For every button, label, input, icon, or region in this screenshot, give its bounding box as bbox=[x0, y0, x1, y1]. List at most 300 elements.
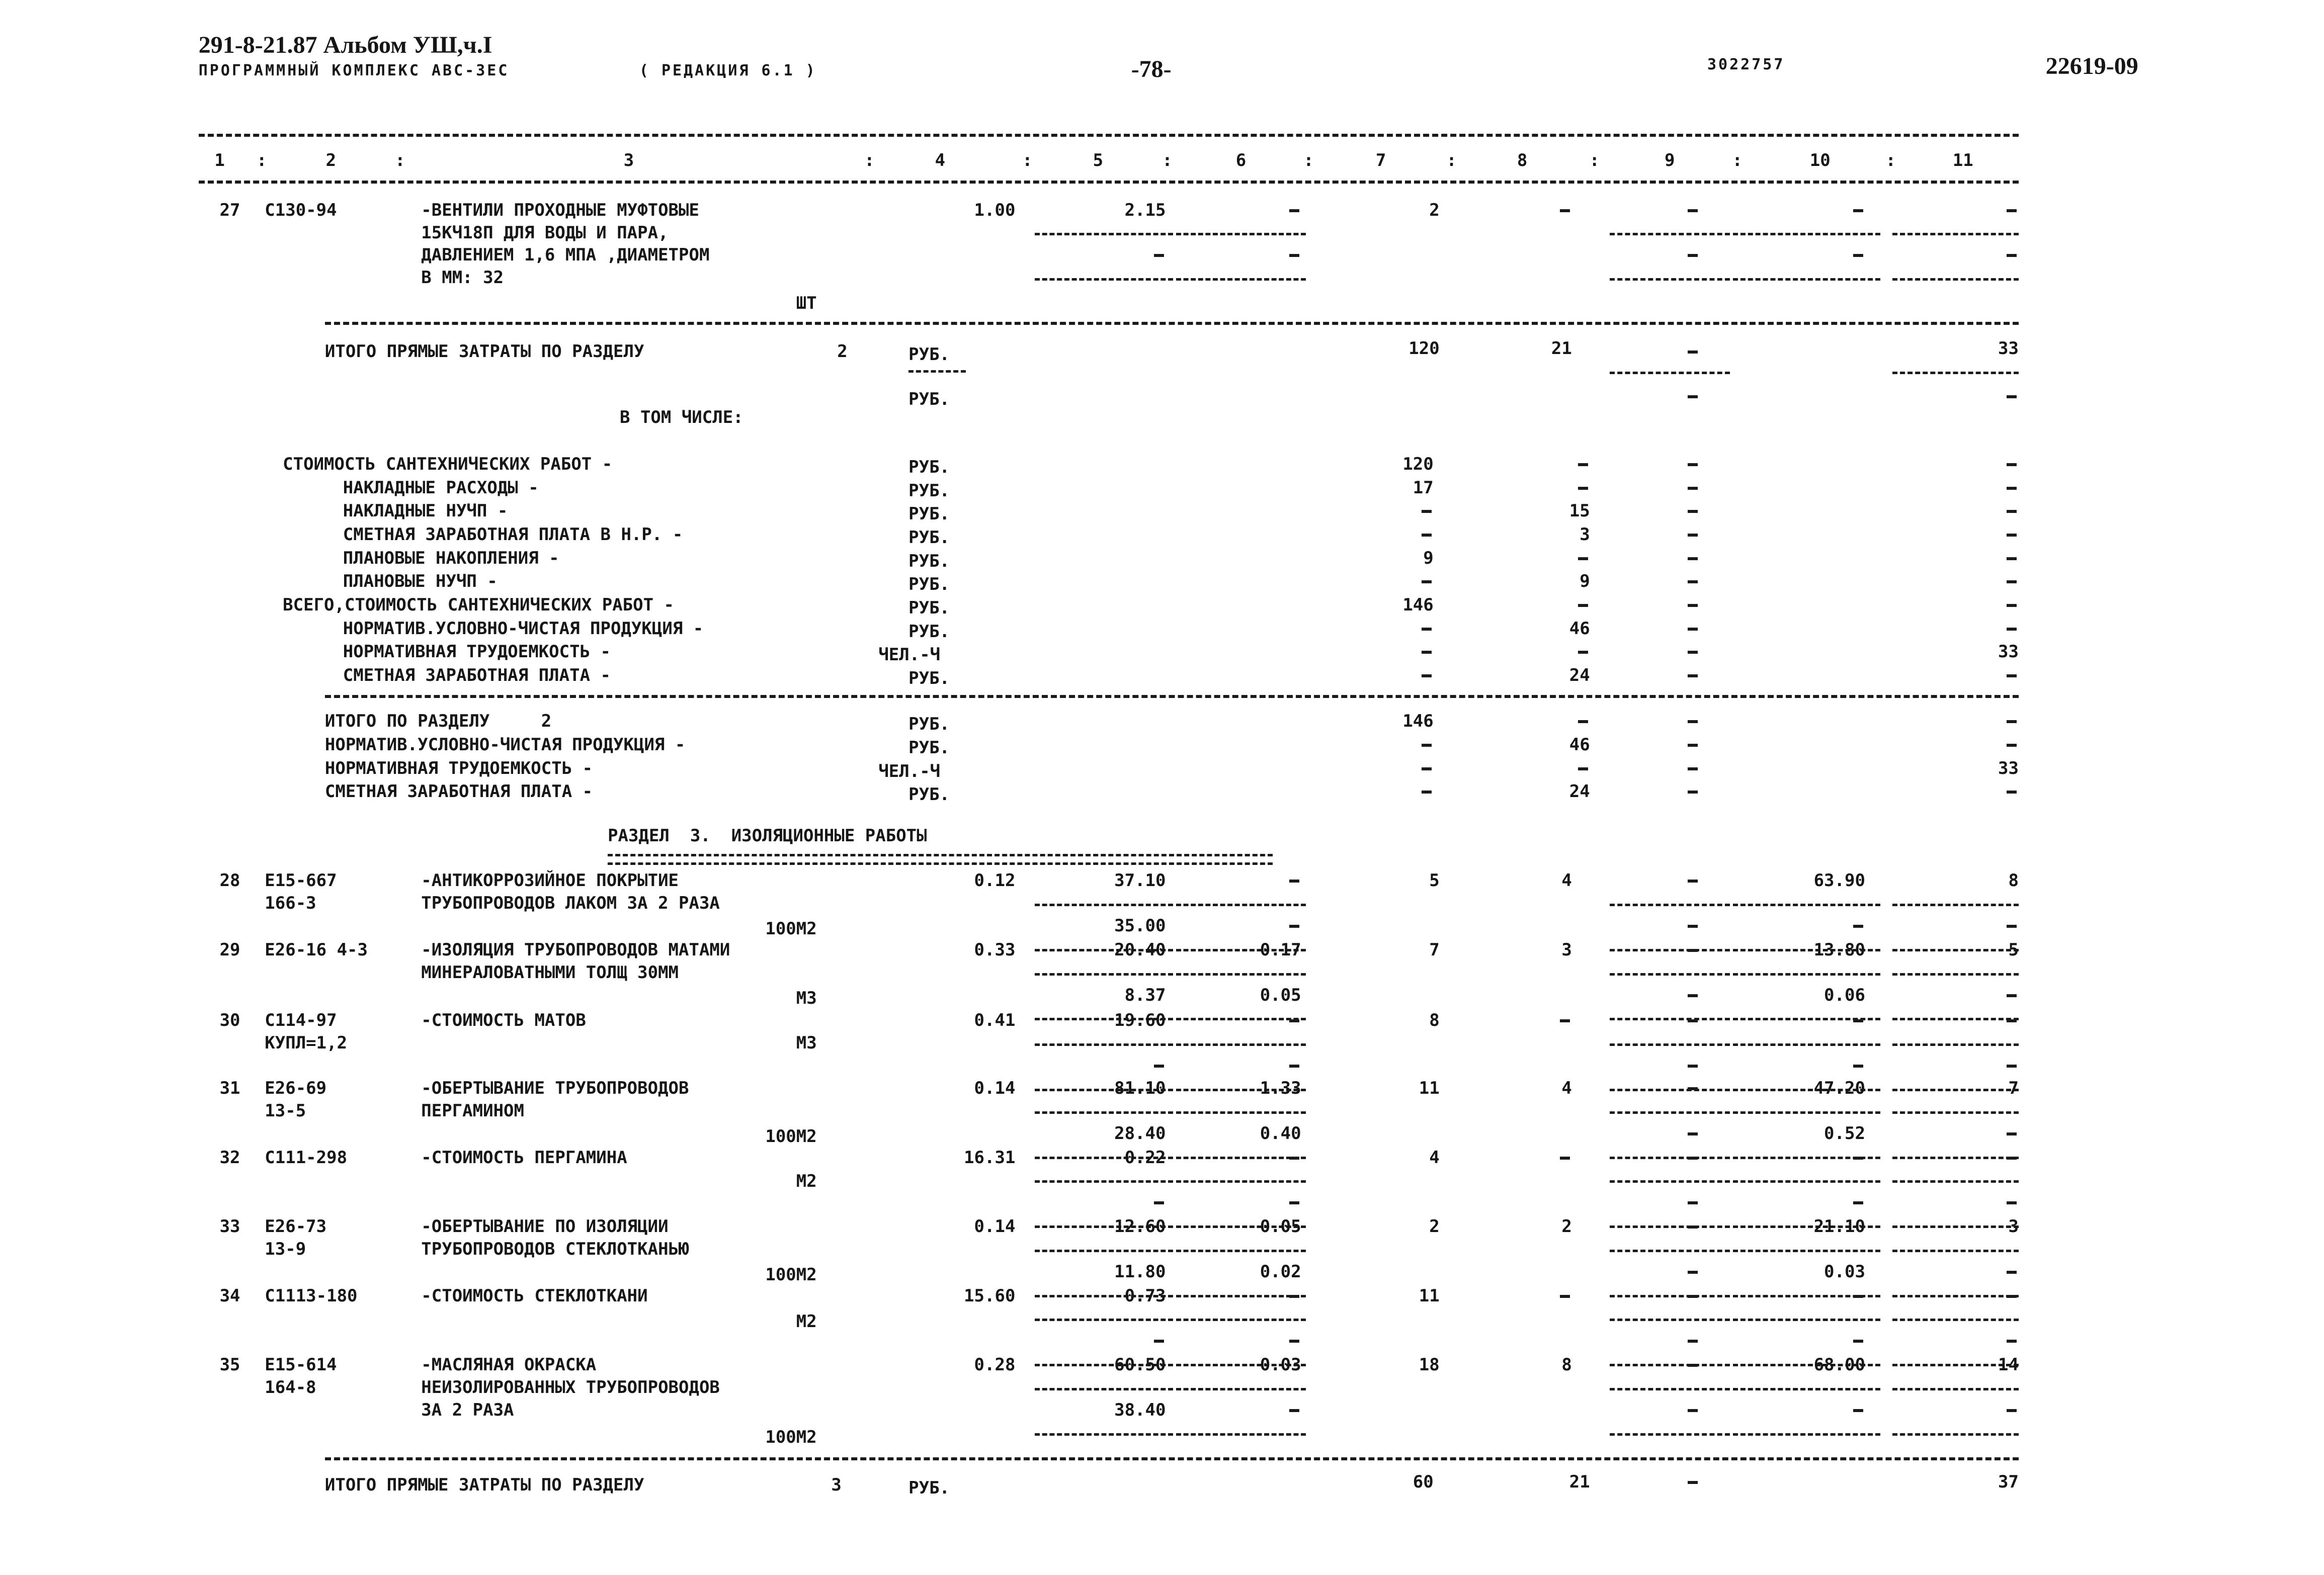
item-34-machine-total-dash bbox=[1688, 1295, 1698, 1298]
column-separator: : bbox=[1303, 150, 1314, 171]
item-29-subline-c11 bbox=[1892, 973, 2019, 976]
item-27-description: 15КЧ18П ДЛЯ ВОДЫ И ПАРА, bbox=[421, 222, 669, 243]
breakdown-cost: 17 bbox=[1413, 477, 1434, 498]
section-total-label: НОРМАТИВ.УСЛОВНО-ЧИСТАЯ ПРОДУКЦИЯ - bbox=[324, 735, 686, 755]
column-separator: : bbox=[1885, 150, 1896, 171]
item-33-subline-c6 bbox=[1176, 1250, 1305, 1252]
section2-total-labor: 33 bbox=[1998, 338, 2019, 359]
breakdown-label: НОРМАТИВ.УСЛОВНО-ЧИСТАЯ ПРОДУКЦИЯ - bbox=[343, 618, 704, 639]
breakdown-unit: РУБ. bbox=[908, 504, 950, 524]
item-32-wage-rate-dash bbox=[1154, 1201, 1164, 1204]
item-28-operator-total-dash bbox=[1688, 925, 1698, 928]
breakdown-wage: 3 bbox=[1580, 524, 1590, 545]
item-28-code: Е15-667 bbox=[265, 870, 337, 891]
item-28-subline-c11 bbox=[1892, 904, 2019, 906]
section3-total-unit: РУБ. bbox=[908, 1478, 950, 1499]
item-29-quantity: 0.33 bbox=[974, 939, 1016, 960]
item-35-unit-cost: 60.50 bbox=[1114, 1355, 1166, 1375]
item-32-wage-total-dash bbox=[1560, 1157, 1570, 1160]
item-32-labor-operator-dash bbox=[1853, 1201, 1863, 1204]
section-total-wage: 46 bbox=[1569, 735, 1590, 755]
section-total-unit: РУБ. bbox=[908, 714, 950, 735]
breakdown-wage: 24 bbox=[1569, 665, 1590, 685]
item-32-unit: М2 bbox=[796, 1171, 817, 1192]
breakdown-labor-dash bbox=[2007, 628, 2017, 631]
item-27-bottomline-c11 bbox=[1892, 278, 2019, 281]
column-separator: : bbox=[1589, 150, 1600, 171]
item-32-labor-operator-total-dash bbox=[2007, 1201, 2017, 1204]
breakdown-label: НАКЛАДНЫЕ РАСХОДЫ - bbox=[343, 477, 539, 498]
breakdown-wage: 46 bbox=[1569, 618, 1590, 639]
item-32-subline-c11 bbox=[1892, 1180, 2019, 1183]
section2-total-unit: РУБ. bbox=[908, 344, 950, 365]
item-27-wage-total-dash bbox=[1560, 209, 1570, 212]
item-31-subline-c11 bbox=[1892, 1111, 2019, 1114]
section3-title-underline bbox=[608, 854, 1273, 865]
item-27-unit: ШТ bbox=[796, 293, 817, 314]
item-28-labor-operator-dash bbox=[1853, 925, 1863, 928]
breakdown-machine-dash bbox=[1688, 674, 1698, 677]
item-28-unit-cost: 37.10 bbox=[1114, 870, 1166, 891]
item-35-labor-operator-dash bbox=[1853, 1409, 1863, 1412]
item-27-code: С130-94 bbox=[265, 200, 337, 220]
breakdown-end-rule bbox=[325, 695, 2019, 698]
item-28-subline-c9 bbox=[1610, 904, 1730, 906]
item-34-operator-total-dash bbox=[1688, 1340, 1698, 1343]
column-number-1: 1 bbox=[214, 150, 225, 171]
breakdown-label: ПЛАНОВЫЕ НАКОПЛЕНИЯ - bbox=[343, 548, 559, 568]
item-29-unit: М3 bbox=[796, 988, 817, 1008]
header-bottom-rule bbox=[199, 181, 2019, 184]
item-33-quantity: 0.14 bbox=[974, 1216, 1016, 1237]
item-33-code: 13-9 bbox=[265, 1239, 306, 1259]
section2-total-machine-2-dash bbox=[1688, 395, 1698, 398]
section-total-label: СМЕТНАЯ ЗАРАБОТНАЯ ПЛАТА - bbox=[324, 781, 593, 802]
item-30-subline-c5 bbox=[1035, 1043, 1173, 1046]
item-27-bottomline-c5 bbox=[1035, 278, 1173, 281]
item-28-subline-c5 bbox=[1035, 904, 1173, 906]
item-35-number: 35 bbox=[219, 1355, 240, 1375]
item-35-description: ЗА 2 РАЗА bbox=[421, 1399, 514, 1420]
item-29-labor-total: 5 bbox=[2008, 939, 2019, 960]
item-32-labor-total-dash bbox=[2007, 1157, 2017, 1160]
item-35-subline-c6 bbox=[1176, 1388, 1305, 1390]
breakdown-unit: РУБ. bbox=[908, 668, 950, 688]
item-31-wage-total: 4 bbox=[1561, 1078, 1572, 1099]
item-27-machine-total-dash bbox=[1688, 209, 1698, 212]
item-28-wage-total: 4 bbox=[1561, 870, 1572, 891]
column-number-10: 10 bbox=[1809, 150, 1831, 171]
item-34-wage-rate-dash bbox=[1154, 1340, 1164, 1343]
breakdown-cost: 9 bbox=[1423, 548, 1434, 568]
item-32-description: -СТОИМОСТЬ ПЕРГАМИНА bbox=[421, 1147, 627, 1168]
item-29-labor-operator: 0.06 bbox=[1824, 985, 1865, 1005]
item-31-wage-rate: 28.40 bbox=[1114, 1123, 1166, 1144]
item-33-machine-cost: 0.05 bbox=[1260, 1216, 1301, 1237]
item-33-bottomline-c9 bbox=[1610, 1295, 1730, 1297]
item-35-code: 164-8 bbox=[265, 1377, 316, 1398]
item-32-operator-total-dash bbox=[1688, 1201, 1698, 1204]
breakdown-label: СТОИМОСТЬ САНТЕХНИЧЕСКИХ РАБОТ - bbox=[283, 454, 613, 475]
item-33-code: Е26-73 bbox=[265, 1216, 327, 1237]
item-29-operator-wage: 0.05 bbox=[1260, 985, 1301, 1005]
item-30-labor-total-dash bbox=[2007, 1019, 2017, 1022]
item-30-unit: М3 bbox=[796, 1033, 817, 1054]
breakdown-labor-dash bbox=[2007, 674, 2017, 677]
column-separator: : bbox=[257, 150, 267, 171]
section-total-wage-dash bbox=[1578, 767, 1588, 770]
item-34-quantity: 15.60 bbox=[964, 1285, 1016, 1306]
item-28-wage-rate: 35.00 bbox=[1114, 916, 1166, 936]
breakdown-unit: РУБ. bbox=[908, 597, 950, 618]
section-total-label: ИТОГО ПО РАЗДЕЛУ 2 bbox=[324, 711, 552, 732]
item-35-code: Е15-614 bbox=[265, 1355, 337, 1375]
item-28-labor-total: 8 bbox=[2008, 870, 2019, 891]
item-29-machine-cost: 0.17 bbox=[1260, 939, 1301, 960]
item-27-subline-c5 bbox=[1035, 233, 1173, 235]
item-29-labor-rate: 13.80 bbox=[1813, 939, 1865, 960]
item-29-description: МИНЕРАЛОВАТНЫМИ ТОЛЩ 30ММ bbox=[421, 962, 679, 983]
program-name: ПРОГРАММНЫЙ КОМПЛЕКС АВС-3ЕС bbox=[198, 61, 510, 79]
section2-total-machine-dash bbox=[1688, 351, 1698, 354]
breakdown-label: НОРМАТИВНАЯ ТРУДОЕМКОСТЬ - bbox=[343, 642, 611, 662]
item-35-total-cost: 18 bbox=[1419, 1355, 1440, 1375]
section3-rule bbox=[325, 1457, 2019, 1460]
column-separator: : bbox=[1022, 150, 1033, 171]
item-27-subline-c10 bbox=[1733, 233, 1880, 235]
item-27-operator-wage-dash bbox=[1289, 254, 1299, 257]
item-33-unit-cost: 12.60 bbox=[1114, 1216, 1166, 1237]
item-34-wage-total-dash bbox=[1560, 1295, 1570, 1298]
item-31-code: 13-5 bbox=[265, 1100, 306, 1121]
column-number-7: 7 bbox=[1375, 150, 1386, 171]
item-34-labor-rate-dash bbox=[1853, 1295, 1863, 1298]
top-rule bbox=[199, 134, 2019, 137]
section3-title: РАЗДЕЛ 3. ИЗОЛЯЦИОННЫЕ РАБОТЫ bbox=[608, 825, 927, 846]
item-30-quantity: 0.41 bbox=[974, 1010, 1016, 1031]
item-30-subline-c11 bbox=[1892, 1043, 2019, 1046]
item-27-wage-rate-dash bbox=[1154, 254, 1164, 257]
item-31-bottomline-c11 bbox=[1892, 1157, 2019, 1159]
item-30-labor-rate-dash bbox=[1853, 1019, 1863, 1022]
item-27-bottomline-c6 bbox=[1176, 278, 1305, 281]
item-31-unit-cost: 81.10 bbox=[1114, 1078, 1166, 1099]
item-35-subline-c9 bbox=[1610, 1388, 1730, 1390]
item-31-operator-wage: 0.40 bbox=[1260, 1123, 1301, 1144]
item-31-unit: 100М2 bbox=[765, 1126, 817, 1147]
item-33-labor-operator-total-dash bbox=[2007, 1271, 2017, 1274]
breakdown-labor-dash bbox=[2007, 557, 2017, 560]
item-32-subline-c5 bbox=[1035, 1180, 1173, 1183]
breakdown-machine-dash bbox=[1688, 534, 1698, 537]
item-33-subline-c5 bbox=[1035, 1250, 1173, 1252]
item-35-quantity: 0.28 bbox=[974, 1355, 1016, 1375]
item-34-subline-c5 bbox=[1035, 1319, 1173, 1321]
item-31-labor-rate: 47.20 bbox=[1813, 1078, 1865, 1099]
item-31-labor-operator: 0.52 bbox=[1824, 1123, 1865, 1144]
item-30-code: КУПЛ=1,2 bbox=[265, 1033, 348, 1054]
item-33-wage-total: 2 bbox=[1561, 1216, 1572, 1237]
section-total-labor: 33 bbox=[1998, 758, 2019, 778]
item-30-number: 30 bbox=[219, 1010, 240, 1031]
breakdown-wage-dash bbox=[1578, 487, 1588, 490]
item-35-operator-wage-dash bbox=[1289, 1409, 1299, 1412]
item-33-number: 33 bbox=[219, 1216, 240, 1237]
breakdown-machine-dash bbox=[1688, 510, 1698, 513]
breakdown-machine-dash bbox=[1688, 557, 1698, 560]
item-28-total-cost: 5 bbox=[1429, 870, 1440, 891]
item-34-subline-c11 bbox=[1892, 1319, 2019, 1321]
item-34-labor-operator-dash bbox=[1853, 1340, 1863, 1343]
item-32-code: С111-298 bbox=[265, 1147, 348, 1168]
breakdown-machine-dash bbox=[1688, 628, 1698, 631]
item-29-subline-c6 bbox=[1176, 973, 1305, 976]
item-29-bottomline-c11 bbox=[1892, 1018, 2019, 1020]
item-35-description: НЕИЗОЛИРОВАННЫХ ТРУБОПРОВОДОВ bbox=[421, 1377, 720, 1398]
section2-seg-c11 bbox=[1892, 372, 2019, 374]
item-35-bottomline-c5 bbox=[1035, 1433, 1173, 1436]
item-33-subline-c11 bbox=[1892, 1250, 2019, 1252]
item-35-bottomline-c10 bbox=[1733, 1433, 1880, 1436]
item-35-bottomline-c11 bbox=[1892, 1433, 2019, 1436]
breakdown-wage-dash bbox=[1578, 651, 1588, 654]
item-35-machine-cost: 0.03 bbox=[1260, 1355, 1301, 1375]
item-30-subline-c10 bbox=[1733, 1043, 1880, 1046]
item-29-bottomline-c9 bbox=[1610, 1018, 1730, 1020]
section-total-unit: РУБ. bbox=[908, 784, 950, 805]
edition-label: ( РЕДАКЦИЯ 6.1 ) bbox=[639, 61, 817, 79]
section3-total-machine-dash bbox=[1688, 1481, 1698, 1484]
item-30-total-cost: 8 bbox=[1429, 1010, 1440, 1031]
item-27-total-cost: 2 bbox=[1429, 200, 1440, 220]
breakdown-machine-dash bbox=[1688, 604, 1698, 607]
item-35-labor-rate: 68.00 bbox=[1813, 1355, 1865, 1375]
item-34-labor-total-dash bbox=[2007, 1295, 2017, 1298]
breakdown-unit: РУБ. bbox=[908, 457, 950, 478]
item-31-subline-c10 bbox=[1733, 1111, 1880, 1114]
sheet-number: 22619-09 bbox=[2045, 52, 2138, 79]
column-separator: : bbox=[1732, 150, 1743, 171]
section-total-unit: РУБ. bbox=[908, 738, 950, 758]
breakdown-labor-dash bbox=[2007, 604, 2017, 607]
section-total-labor-dash bbox=[2007, 720, 2017, 723]
item-32-labor-rate-dash bbox=[1853, 1157, 1863, 1160]
item-27-description: -ВЕНТИЛИ ПРОХОДНЫЕ МУФТОВЫЕ bbox=[421, 200, 699, 220]
item-30-operator-wage-dash bbox=[1289, 1065, 1299, 1068]
item-27-labor-rate-dash bbox=[1853, 209, 1863, 212]
breakdown-machine-dash bbox=[1688, 580, 1698, 583]
section3-total-cost: 60 bbox=[1413, 1472, 1434, 1493]
item-27-bottomline-c9 bbox=[1610, 278, 1730, 281]
breakdown-labor-dash bbox=[2007, 534, 2017, 537]
item-33-labor-rate: 21.10 bbox=[1813, 1216, 1865, 1237]
section3-total-labor: 37 bbox=[1998, 1472, 2019, 1493]
item-32-subline-c10 bbox=[1733, 1180, 1880, 1183]
item-34-code: С1113-180 bbox=[265, 1285, 358, 1306]
section-total-label: НОРМАТИВНАЯ ТРУДОЕМКОСТЬ - bbox=[324, 758, 593, 778]
item-31-number: 31 bbox=[219, 1078, 240, 1099]
item-31-subline-c9 bbox=[1610, 1111, 1730, 1114]
item-33-bottomline-c11 bbox=[1892, 1295, 2019, 1297]
section-total-unit: ЧЕЛ.-Ч bbox=[878, 761, 941, 781]
section2-total-labor-2-dash bbox=[2007, 395, 2017, 398]
item-33-description: ТРУБОПРОВОДОВ СТЕКЛОТКАНЬЮ bbox=[421, 1239, 689, 1259]
item-32-subline-c9 bbox=[1610, 1180, 1730, 1183]
item-35-subline-c10 bbox=[1733, 1388, 1880, 1390]
item-33-description: -ОБЕРТЫВАНИЕ ПО ИЗОЛЯЦИИ bbox=[421, 1216, 669, 1237]
item-27-quantity: 1.00 bbox=[974, 200, 1016, 220]
item-30-code: С114-97 bbox=[265, 1010, 337, 1031]
item-29-subline-c5 bbox=[1035, 973, 1173, 976]
column-separator: : bbox=[864, 150, 875, 171]
item-27-number: 27 bbox=[219, 200, 240, 220]
item-31-labor-total: 7 bbox=[2008, 1078, 2019, 1099]
page-number: -78- bbox=[1131, 55, 1172, 82]
column-separator: : bbox=[1162, 150, 1173, 171]
item-27-description: ДАВЛЕНИЕМ 1,6 МПА ,ДИАМЕТРОМ bbox=[421, 245, 710, 266]
breakdown-machine-dash bbox=[1688, 487, 1698, 490]
item-27-unit-cost: 2.15 bbox=[1124, 200, 1166, 220]
item-27-subline-c6 bbox=[1176, 233, 1305, 235]
item-29-total-cost: 7 bbox=[1429, 939, 1440, 960]
item-35-wage-rate: 38.40 bbox=[1114, 1399, 1166, 1420]
item-30-subline-c9 bbox=[1610, 1043, 1730, 1046]
item-33-labor-operator: 0.03 bbox=[1824, 1261, 1865, 1282]
item-31-description: ПЕРГАМИНОМ bbox=[421, 1100, 524, 1121]
item-35-labor-operator-total-dash bbox=[2007, 1409, 2017, 1412]
column-number-4: 4 bbox=[935, 150, 946, 171]
section-total-labor-dash bbox=[2007, 744, 2017, 747]
breakdown-unit: РУБ. bbox=[908, 527, 950, 548]
breakdown-cost: 146 bbox=[1402, 594, 1434, 615]
item-30-wage-total-dash bbox=[1560, 1019, 1570, 1022]
item-30-unit-cost: 19.60 bbox=[1114, 1010, 1166, 1031]
item-28-labor-rate: 63.90 bbox=[1813, 870, 1865, 891]
item-29-subline-c9 bbox=[1610, 973, 1730, 976]
item-31-description: -ОБЕРТЫВАНИЕ ТРУБОПРОВОДОВ bbox=[421, 1078, 689, 1099]
item-33-unit: 100М2 bbox=[765, 1264, 817, 1285]
breakdown-labor-dash bbox=[2007, 580, 2017, 583]
column-number-2: 2 bbox=[325, 150, 337, 171]
breakdown-wage-dash bbox=[1578, 604, 1588, 607]
item-28-description: -АНТИКОРРОЗИЙНОЕ ПОКРЫТИЕ bbox=[421, 870, 679, 891]
section2-total-wage: 21 bbox=[1551, 338, 1572, 359]
item-35-bottomline-c9 bbox=[1610, 1433, 1730, 1436]
item-32-machine-total-dash bbox=[1688, 1157, 1698, 1160]
item-29-number: 29 bbox=[219, 939, 240, 960]
item-33-subline-c10 bbox=[1733, 1250, 1880, 1252]
item-31-code: Е26-69 bbox=[265, 1078, 327, 1099]
item-29-wage-rate: 8.37 bbox=[1124, 985, 1166, 1005]
item-31-subline-c6 bbox=[1176, 1111, 1305, 1114]
item-28-description: ТРУБОПРОВОДОВ ЛАКОМ ЗА 2 РАЗА bbox=[421, 893, 720, 914]
item-28-code: 166-3 bbox=[265, 893, 316, 914]
item-35-wage-total: 8 bbox=[1561, 1355, 1572, 1375]
item-29-wage-total: 3 bbox=[1561, 939, 1572, 960]
column-number-8: 8 bbox=[1517, 150, 1528, 171]
item-34-description: -СТОИМОСТЬ СТЕКЛОТКАНИ bbox=[421, 1285, 648, 1306]
item-32-quantity: 16.31 bbox=[964, 1147, 1016, 1168]
item-35-subline-c11 bbox=[1892, 1388, 2019, 1390]
including-label: В ТОМ ЧИСЛЕ: bbox=[620, 407, 743, 428]
section3-total-label: ИТОГО ПРЯМЫЕ ЗАТРАТЫ ПО РАЗДЕЛУ bbox=[324, 1475, 644, 1496]
item-33-wage-rate: 11.80 bbox=[1114, 1261, 1166, 1282]
item-29-unit-cost: 20.40 bbox=[1114, 939, 1166, 960]
item-34-unit: М2 bbox=[796, 1311, 817, 1332]
column-separator: : bbox=[1446, 150, 1457, 171]
item-34-subline-c6 bbox=[1176, 1319, 1305, 1321]
breakdown-label: СМЕТНАЯ ЗАРАБОТНАЯ ПЛАТА В Н.Р. - bbox=[343, 524, 683, 545]
item-35-subline-c5 bbox=[1035, 1388, 1173, 1390]
section2-rule bbox=[325, 322, 2019, 325]
breakdown-labor-dash bbox=[2007, 463, 2017, 466]
section3-total-number: 3 bbox=[831, 1475, 842, 1496]
item-34-subline-c10 bbox=[1733, 1319, 1880, 1321]
item-29-description: -ИЗОЛЯЦИЯ ТРУБОПРОВОДОВ МАТАМИ bbox=[421, 939, 730, 960]
item-27-labor-operator-total-dash bbox=[2007, 254, 2017, 257]
item-34-unit-cost: 0.73 bbox=[1124, 1285, 1166, 1306]
breakdown-wage-dash bbox=[1578, 463, 1588, 466]
section-total-wage: 24 bbox=[1569, 781, 1590, 802]
item-32-total-cost: 4 bbox=[1429, 1147, 1440, 1168]
column-number-3: 3 bbox=[623, 150, 634, 171]
item-29-code: Е26-16 4-3 bbox=[265, 939, 368, 960]
item-34-labor-operator-total-dash bbox=[2007, 1340, 2017, 1343]
item-33-operator-wage: 0.02 bbox=[1260, 1261, 1301, 1282]
item-33-subline-c9 bbox=[1610, 1250, 1730, 1252]
section-total-wage-dash bbox=[1578, 720, 1588, 723]
doc-code: 291-8-21.87 Альбом УШ,ч.I bbox=[198, 31, 492, 58]
item-28-labor-operator-total-dash bbox=[2007, 925, 2017, 928]
item-34-operator-wage-dash bbox=[1289, 1340, 1299, 1343]
breakdown-labor-dash bbox=[2007, 487, 2017, 490]
item-33-labor-total: 3 bbox=[2008, 1216, 2019, 1237]
item-27-subline-c9 bbox=[1610, 233, 1730, 235]
column-number-9: 9 bbox=[1664, 150, 1675, 171]
item-35-description: -МАСЛЯНАЯ ОКРАСКА bbox=[421, 1355, 597, 1375]
item-27-labor-operator-dash bbox=[1853, 254, 1863, 257]
item-28-unit: 100М2 bbox=[765, 919, 817, 939]
item-27-labor-total-dash bbox=[2007, 209, 2017, 212]
item-27-subline-c11 bbox=[1892, 233, 2019, 235]
item-32-subline-c6 bbox=[1176, 1180, 1305, 1183]
item-33-total-cost: 2 bbox=[1429, 1216, 1440, 1237]
section-total-labor-dash bbox=[2007, 791, 2017, 794]
item-35-operator-total-dash bbox=[1688, 1409, 1698, 1412]
item-35-bottomline-c6 bbox=[1176, 1433, 1305, 1436]
item-31-total-cost: 11 bbox=[1419, 1078, 1440, 1099]
breakdown-label: НАКЛАДНЫЕ НУЧП - bbox=[343, 501, 508, 521]
breakdown-unit: РУБ. bbox=[908, 621, 950, 642]
item-28-number: 28 bbox=[219, 870, 240, 891]
breakdown-wage-dash bbox=[1578, 557, 1588, 560]
breakdown-cost: 120 bbox=[1402, 454, 1434, 475]
item-28-subline-c10 bbox=[1733, 904, 1880, 906]
item-30-labor-operator-total-dash bbox=[2007, 1065, 2017, 1068]
item-27-bottomline-c10 bbox=[1733, 278, 1880, 281]
item-34-subline-c9 bbox=[1610, 1319, 1730, 1321]
item-30-wage-rate-dash bbox=[1154, 1065, 1164, 1068]
item-32-number: 32 bbox=[219, 1147, 240, 1168]
breakdown-machine-dash bbox=[1688, 463, 1698, 466]
section-total-machine-dash bbox=[1688, 744, 1698, 747]
item-34-total-cost: 11 bbox=[1419, 1285, 1440, 1306]
item-31-quantity: 0.14 bbox=[974, 1078, 1016, 1099]
item-30-description: -СТОИМОСТЬ МАТОВ bbox=[421, 1010, 586, 1031]
breakdown-labor: 33 bbox=[1998, 642, 2019, 662]
item-29-subline-c10 bbox=[1733, 973, 1880, 976]
item-28-operator-wage-dash bbox=[1289, 925, 1299, 928]
